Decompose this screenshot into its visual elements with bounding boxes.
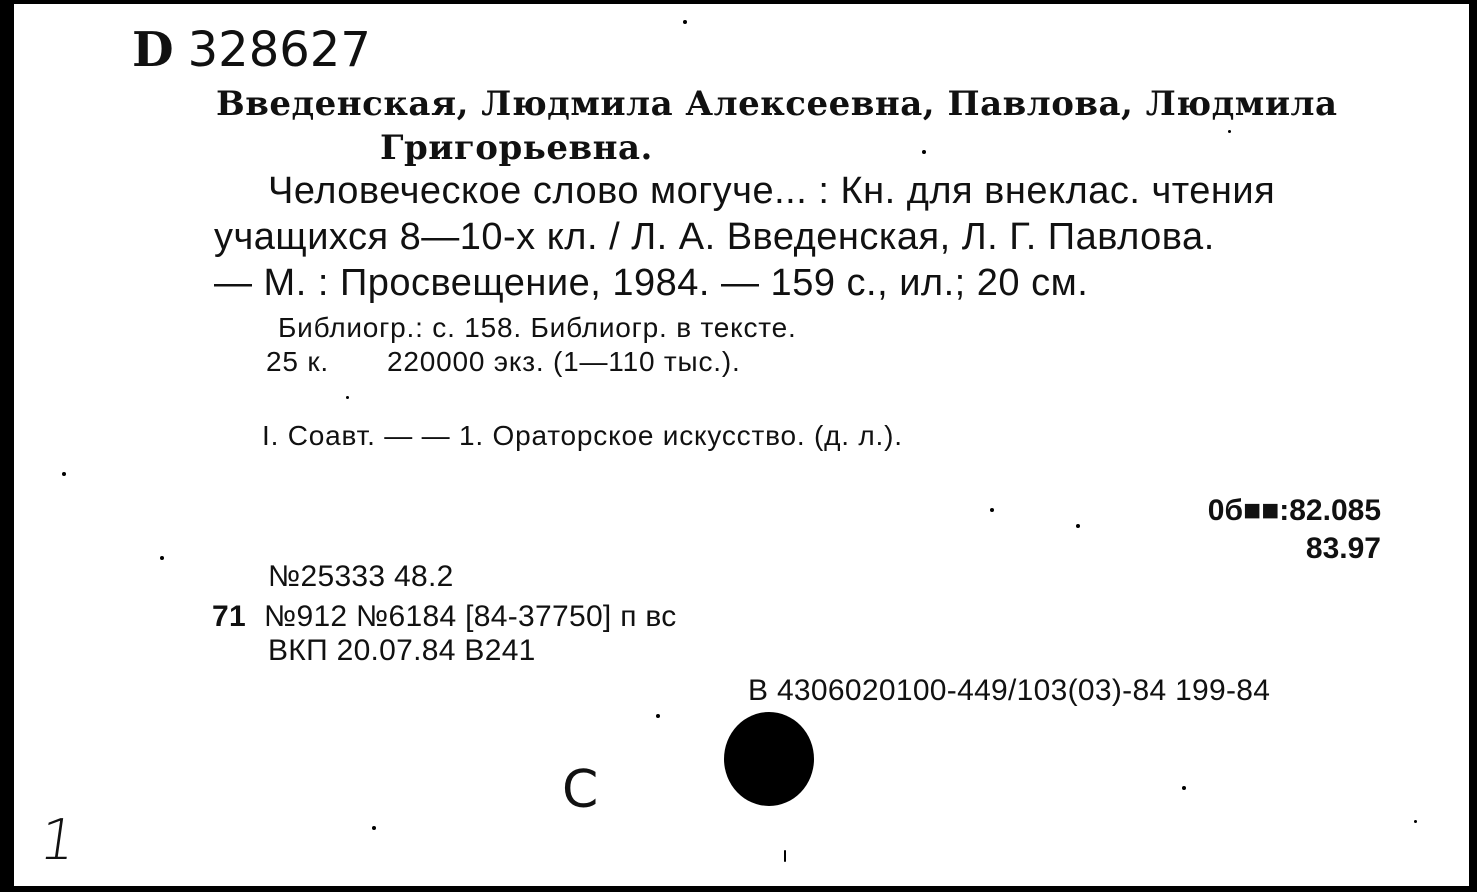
scan-speck — [784, 850, 786, 862]
price: 25 к. — [266, 346, 329, 377]
scan-speck — [1414, 820, 1417, 823]
title-line-1: Человеческое слово могуче... : Кн. для внеклас. чтения — [268, 170, 1276, 212]
price-note — [266, 346, 741, 378]
scan-speck — [346, 396, 349, 399]
author-line-1: Введенская, Людмила Алексеевна, Павлова, Людмила — [216, 84, 1338, 124]
handwritten-number: 1 — [35, 808, 81, 873]
title-line-2: учащихся 8—10-х кл. / Л. А. Введенская, Л. Г. Павлова. — [214, 216, 1215, 258]
scan-speck — [1228, 130, 1231, 133]
scan-speck — [1182, 786, 1186, 790]
stamp-letter: D — [132, 22, 174, 78]
scan-speck — [160, 556, 164, 560]
tracings: I. Соавт. — — 1. Ораторское искусство. (д. л.). — [262, 420, 903, 451]
classification-index-1: 0б■■:82.085 — [1207, 494, 1381, 527]
service-codes: №912 №6184 [84-37750] п вс — [263, 600, 677, 633]
service-line-1: №25333 48.2 — [268, 560, 454, 593]
scan-border-top — [0, 0, 1477, 4]
scan-speck — [922, 150, 926, 154]
scan-speck — [656, 714, 660, 718]
stamp-number: 328627 — [187, 22, 371, 78]
scan-speck — [683, 20, 687, 24]
bibliography-note: Библиогр.: с. 158. Библиогр. в тексте. — [278, 312, 797, 343]
isbn-code-line: В 4306020100-449/103(03)-84 199-84 — [748, 674, 1271, 707]
scan-border-right — [1469, 0, 1477, 892]
classification-index-2: 83.97 — [1305, 532, 1381, 565]
scan-speck — [372, 826, 376, 830]
scan-border-left — [0, 0, 14, 892]
scan-speck — [1076, 524, 1080, 528]
title-line-3: — М. : Просвещение, 1984. — 159 с., ил.; 20 см. — [214, 262, 1089, 304]
author-line-2: Григорьевна. — [380, 128, 653, 168]
scan-border-bottom — [0, 886, 1477, 892]
service-prefix: 71 — [212, 600, 246, 633]
letter-c-mark: С — [562, 760, 599, 820]
card-stamp-number — [132, 22, 371, 78]
print-run: 220000 экз. (1—110 тыс.). — [386, 346, 741, 377]
service-line-3: ВКП 20.07.84 В241 — [268, 634, 536, 667]
punched-hole — [724, 712, 814, 806]
scan-speck — [990, 508, 994, 512]
scan-speck — [62, 472, 66, 476]
service-line-2 — [212, 600, 677, 634]
